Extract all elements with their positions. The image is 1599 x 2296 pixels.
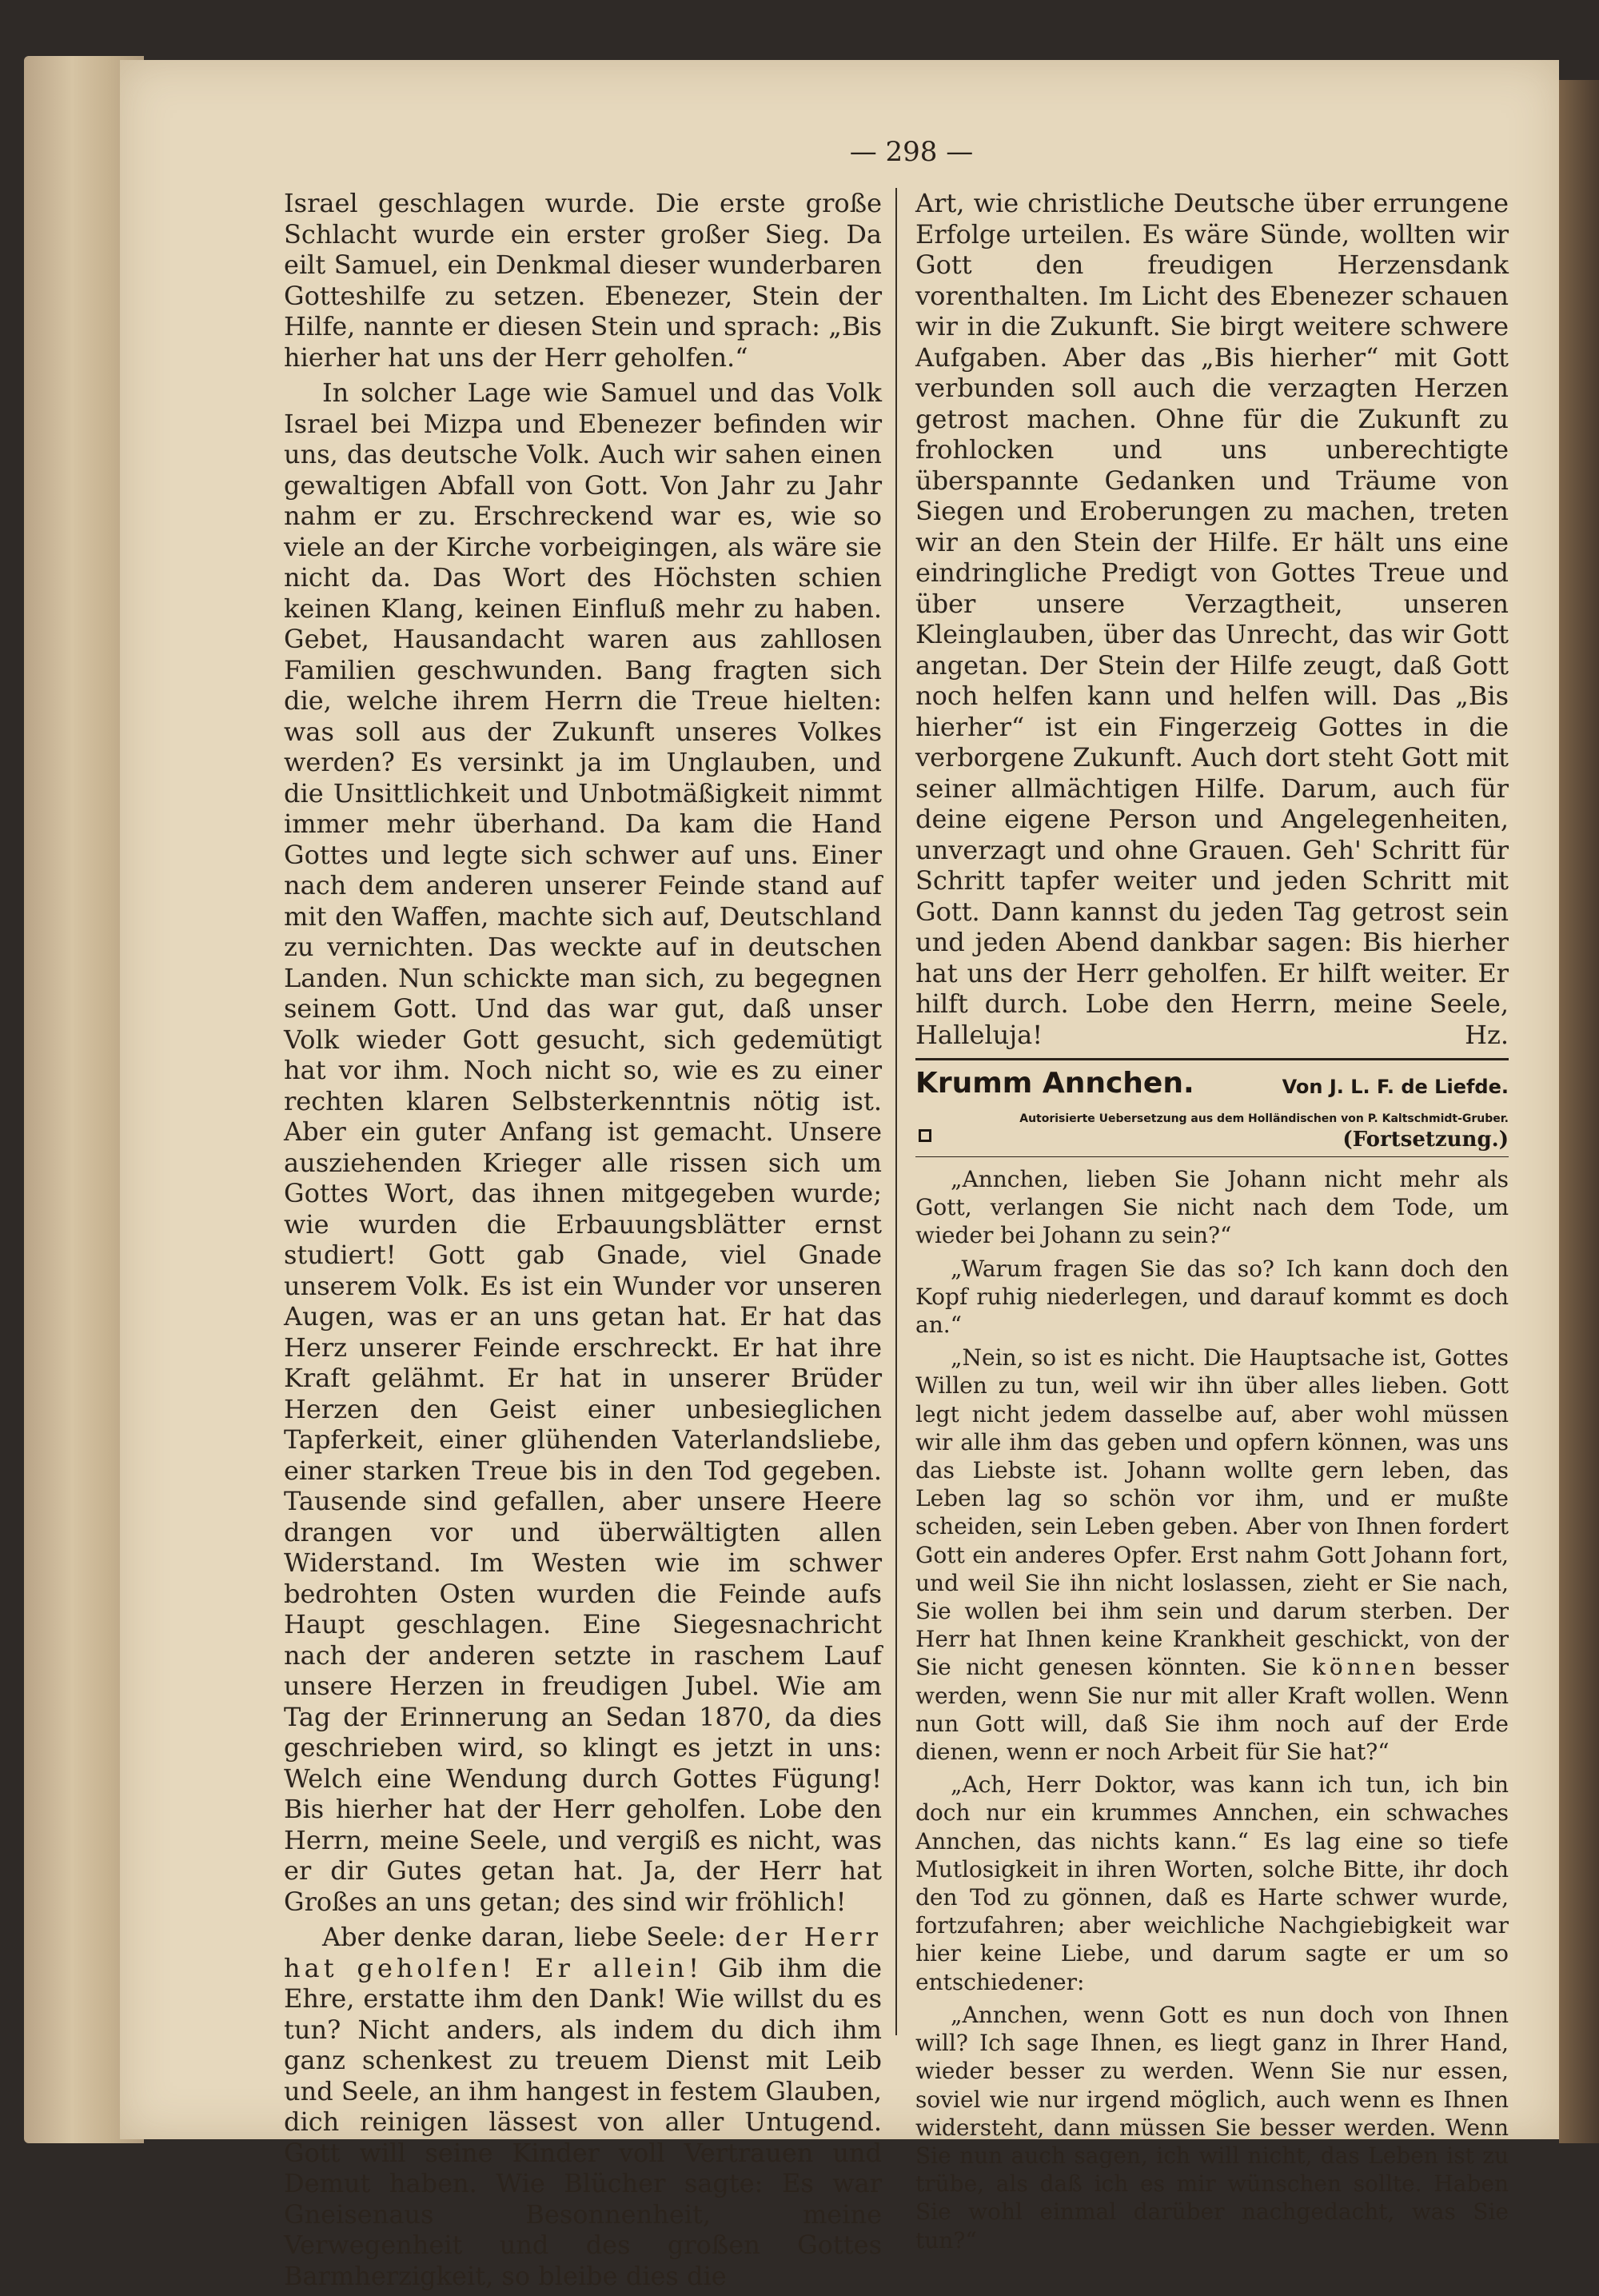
story-body [915, 1165, 1509, 2254]
left-paragraph-3 [284, 1922, 882, 2291]
left-paragraph-3-rest: Gib ihm die Ehre, erstatte ihm den Dank! Wie willst du es tun? Nicht anders, als indem du dich ihm ganz schenkest zu treuem Dienst mit Leib und Seele, an ihm hangest in festem Glauben, dich reinigen lässest von aller Untugend. Gott will seine Kinder voll Vertrauen und Demut haben. Wie Blücher sagte: Es war Gneisenaus Besonnenheit, meine Verwegenheit und des großen Gottes Barmherzigkeit, so bleibe dies die [284, 1952, 883, 2291]
signature: Hz. [1465, 1019, 1509, 1050]
story-title: Krumm Annchen. [915, 1067, 1194, 1100]
right-column [915, 188, 1509, 2259]
left-paragraph-2: In solcher Lage wie Samuel und das Volk Israel bei Mizpa und Ebenezer befinden wir uns, das deutsche Volk. Auch wir sahen einen gewaltigen Abfall von Gott. Von Jahr zu Jahr nahm er zu. Erschreckend war es, wie so viele an der Kirche vorbeigingen, als wäre sie nicht da. Das Wort des Höchsten schien keinen Klang, keinen Einfluß mehr zu haben. Gebet, Hausandacht waren aus zahllosen Familien geschwunden. Bang fragten sich die, welche ihrem Herrn die Treue hielten: was soll aus der Zukunft unseres Volkes werden? Es versinkt ja im Unglauben, und die Unsittlichkeit und Unbotmäßigkeit nimmt immer mehr überhand. Da kam die Hand Gottes und legte sich schwer auf uns. Einer nach dem anderen unserer Feinde stand auf mit den Waffen, machte sich auf, Deutschland zu vernichten. Das weckte auf in deutschen Landen. Nun schickte man sich, zu begegnen seinem Gott. Und das war gut, daß unser Volk wieder Gott gesucht, sich gedemütigt hat vor ihm. Noch nicht so, wie es zu einer rechten klaren Selbsterkenntnis nötig ist. Aber ein guter Anfang ist gemacht. Unsere ausziehenden Krieger alle rissen sich um Gottes Wort, das ihnen mitgegeben wurde; wie wurden die Erbauungsblätter ernst studiert! Gott gab Gnade, viel Gnade unserem Volk. Es ist ein Wunder vor unseren Augen, was er an uns getan hat. Er hat das Herz unserer Feinde erschreckt. Er hat ihre Kraft gelähmt. Er hat in unserer Brüder Herzen den Geist einer unbesieglichen Tapferkeit, einer glühenden Vaterlandsliebe, einer starken Treue bis in den Tod gegeben. Tausende sind gefallen, aber unsere Heere drangen vor und überwältigten allen Widerstand. Im Westen wie im schwer bedrohten Osten wurden die Feinde aufs Haupt geschlagen. Eine Siegesnachricht nach der anderen setzte in raschem Lauf unsere Herzen in freudigen Jubel. Wie am Tag der Erinnerung an Sedan 1870, da dies geschrieben wird, so klingt es jetzt in uns: Welch eine Wendung durch Gottes Fügung! Bis hierher hat der Herr geholfen. Lobe den Herrn, meine Seele, und vergiß es nicht, was er dir Gutes getan hat. Ja, der Herr hat Großes an uns getan; des sind wir fröhlich! [284, 377, 882, 1917]
story-author: Von J. L. F. de Liefde. [1282, 1076, 1509, 1098]
story-paragraph-3-lead: „Nein, so ist es nicht. Die Hauptsache ist, Gottes Willen zu tun, weil wir ihn über alles lieben. Gott legt nicht jedem dasselbe auf, aber wohl müssen wir alle ihm das geben und opfern können, was uns das Liebste ist. Johann wollte gern leben, das Leben lag so schön vor ihm, und er mußte scheiden, sein Leben geben. Aber von Ihnen fordert Gott ein anderes Opfer. Erst nahm Gott Johann fort, und weil Sie ihn nicht loslassen, zieht er Sie nach, Sie wollen bei ihm sein und darum sterben. Der Herr hat Ihnen keine Krankheit geschickt, von der Sie nicht genesen könnten. Sie [915, 1344, 1509, 1681]
square-ornament-icon [919, 1129, 931, 1142]
story-paragraph-3-emphasis: können [1311, 1654, 1420, 1681]
left-column [284, 188, 882, 2296]
right-paragraph-1-text: Art, wie christliche Deutsche über errungene Erfolge urteilen. Es wäre Sünde, wollten wir Gott den freudigen Herzensdank vorenthalten. Im Licht des Ebenezer schauen wir in die Zukunft. Sie birgt weitere schwere Aufgaben. Aber das „Bis hierher“ mit Gott verbunden soll auch die verzagten Herzen getrost machen. Ohne für die Zukunft zu frohlocken und uns unberechtigte überspannte Gedanken und Träume von Siegen und Eroberungen zu machen, treten wir an den Stein der Hilfe. Er hält uns eine eindringliche Predigt von Gottes Treue und über unsere Verzagtheit, unseren Kleinglauben, über das Unrecht, das wir Gott angetan. Der Stein der Hilfe zeugt, daß Gott noch helfen kann und helfen will. Das „Bis hierher“ ist ein Fingerzeig Gottes in die verborgene Zukunft. Auch dort steht Gott mit seiner allmächtigen Hilfe. Darum, auch für deine eigene Person und Angelegenheiten, unverzagt und ohne Grauen. Geh' Schritt für Schritt tapfer weiter und jeden Schritt mit Gott. Dann kannst du jeden Tag getrost sein und jeden Abend dankbar sagen: Bis hierher hat uns der Herr geholfen. Er hilft weiter. Er hilft durch. Lobe den Herrn, meine Seele, Halleluja! [915, 188, 1509, 1050]
story-paragraph-3-rest: besser werden, wenn Sie nur mit aller Kraft wollen. Wenn nun Gott will, daß Sie ihm noch auf der Erde dienen, wenn er noch Arbeit für Sie hat?“ [915, 1654, 1509, 1766]
story-header [915, 1068, 1509, 1124]
column-divider [895, 188, 897, 2035]
right-paragraph-1 [915, 188, 1509, 1050]
story-paragraph-3 [915, 1344, 1509, 1766]
continued-label: (Fortsetzung.) [1342, 1128, 1509, 1152]
page-number: — 298 — [849, 136, 974, 168]
left-paragraph-3-lead: Aber denke daran, liebe Seele: [322, 1922, 736, 1952]
story-paragraph-1: „Annchen, lieben Sie Johann nicht mehr als Gott, verlangen Sie nicht nach dem Tode, um wieder bei Johann zu sein?“ [915, 1166, 1509, 1249]
book-right-edge [1559, 80, 1599, 2143]
story-rule [915, 1156, 1509, 1157]
story-translation-credit: Autorisierte Uebersetzung aus dem Holländischen von P. Kaltschmidt-Gruber. [1019, 1112, 1509, 1125]
left-paragraph-3-emphasis: der Herr hat geholfen! Er allein! [284, 1922, 883, 1983]
section-rule [915, 1058, 1509, 1060]
story-subheader [915, 1124, 1509, 1153]
story-paragraph-4: „Ach, Herr Doktor, was kann ich tun, ich bin doch nur ein krummes Annchen, ein schwaches Annchen, das nichts kann.“ Es lag eine so tiefe Mutlosigkeit in ihren Worten, solche Bitte, ihr doch den Tod zu gönnen, daß es Harte schwer wurde, fortzufahren; aber weichliche Nachgiebigkeit war hier keine Liebe, und darum sagte er um so entschiedener: [915, 1771, 1509, 1995]
story-paragraph-2: „Warum fragen Sie das so? Ich kann doch den Kopf ruhig niederlegen, und darauf kommt es doch an.“ [915, 1255, 1509, 1339]
story-paragraph-5: „Annchen, wenn Gott es nun doch von Ihnen will? Ich sage Ihnen, es liegt ganz in Ihrer Hand, wieder besser zu werden. Wenn Sie nur essen, soviel wie nur irgend möglich, auch wenn es Ihnen widersteht, dann müssen Sie besser werden. Wenn Sie nun auch sagen, ich will nicht, das Leben ist zu trübe, als daß ich es mir wünschen sollte. Haben Sie wohl einmal darüber nachgedacht, was Sie tun?“ [915, 2001, 1509, 2254]
left-paragraph-1: Israel geschlagen wurde. Die erste große Schlacht wurde ein erster großer Sieg. Da eilt Samuel, ein Denkmal dieser wunderbaren Gotteshilfe zu setzen. Ebenezer, Stein der Hilfe, nannte er diesen Stein und sprach: „Bis hierher hat uns der Herr geholfen.“ [284, 188, 882, 373]
